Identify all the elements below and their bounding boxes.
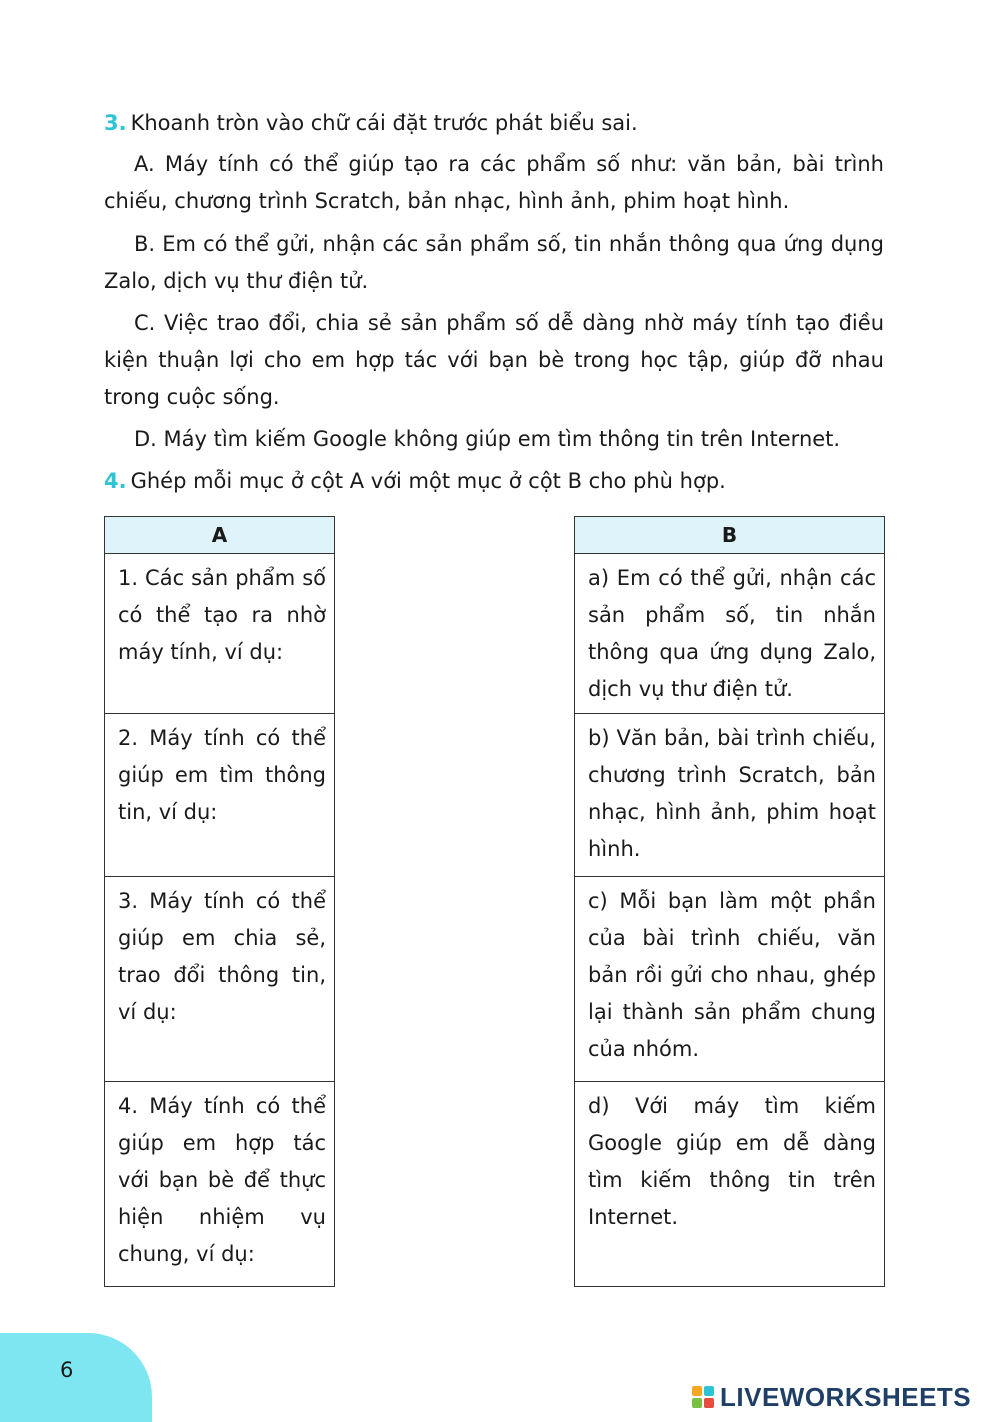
option-b[interactable]	[104, 226, 884, 300]
column-b-item-a[interactable]: a) Em có thể gửi, nhận các sản phẩm số, tin nhắn thông qua ứng dụng Zalo, dịch vụ thư điện tử.	[575, 554, 885, 714]
option-d[interactable]	[104, 421, 884, 458]
question-4-title	[104, 466, 726, 496]
question-3-title	[104, 108, 638, 138]
option-a[interactable]	[104, 146, 884, 220]
column-a-item-3[interactable]: 3. Máy tính có thể giúp em chia sẻ, trao đổi thông tin, ví dụ:	[105, 877, 335, 1082]
column-b-table	[574, 516, 885, 1287]
liveworksheets-logo-text: LIVEWORKSHEETS	[720, 1381, 972, 1412]
column-a-table	[104, 516, 335, 1287]
column-a-header: A	[105, 517, 335, 554]
page-corner-tab	[0, 1333, 152, 1422]
column-a-item-2[interactable]: 2. Máy tính có thể giúp em tìm thông tin, ví dụ:	[105, 714, 335, 877]
liveworksheets-logo-icon	[692, 1386, 714, 1408]
question-4-number: 4.	[104, 469, 127, 493]
option-b-text: B. Em có thể gửi, nhận các sản phẩm số, tin nhắn thông qua ứng dụng Zalo, dịch vụ thư điện tử.	[104, 232, 884, 293]
liveworksheets-logo	[692, 1380, 971, 1414]
column-b-header: B	[575, 517, 885, 554]
question-3-text: Khoanh tròn vào chữ cái đặt trước phát biểu sai.	[130, 111, 638, 135]
column-b-item-c[interactable]: c) Mỗi bạn làm một phần của bài trình chiếu, văn bản rồi gửi cho nhau, ghép lại thành sản phẩm chung của nhóm.	[575, 877, 885, 1082]
option-a-text: A. Máy tính có thể giúp tạo ra các phẩm số như: văn bản, bài trình chiếu, chương trình Scratch, bản nhạc, hình ảnh, phim hoạt hình.	[104, 152, 884, 213]
option-d-text: D. Máy tìm kiếm Google không giúp em tìm thông tin trên Internet.	[134, 427, 841, 451]
option-c[interactable]	[104, 305, 884, 416]
option-c-text: C. Việc trao đổi, chia sẻ sản phẩm số dễ dàng nhờ máy tính tạo điều kiện thuận lợi cho em hợp tác với bạn bè trong học tập, giúp đỡ nhau trong cuộc sống.	[104, 311, 884, 409]
column-b-item-d[interactable]: d) Với máy tìm kiếm Google giúp em dễ dàng tìm kiếm thông tin trên Internet.	[575, 1082, 885, 1287]
page-number: 6	[60, 1358, 74, 1382]
question-3-number: 3.	[104, 111, 127, 135]
column-a-item-1[interactable]: 1. Các sản phẩm số có thể tạo ra nhờ máy tính, ví dụ:	[105, 554, 335, 714]
column-a-item-4[interactable]: 4. Máy tính có thể giúp em hợp tác với bạn bè để thực hiện nhiệm vụ chung, ví dụ:	[105, 1082, 335, 1287]
column-b-item-b[interactable]: b) Văn bản, bài trình chiếu, chương trình Scratch, bản nhạc, hình ảnh, phim hoạt hình.	[575, 714, 885, 877]
question-4-text: Ghép mỗi mục ở cột A với một mục ở cột B cho phù hợp.	[130, 469, 726, 493]
